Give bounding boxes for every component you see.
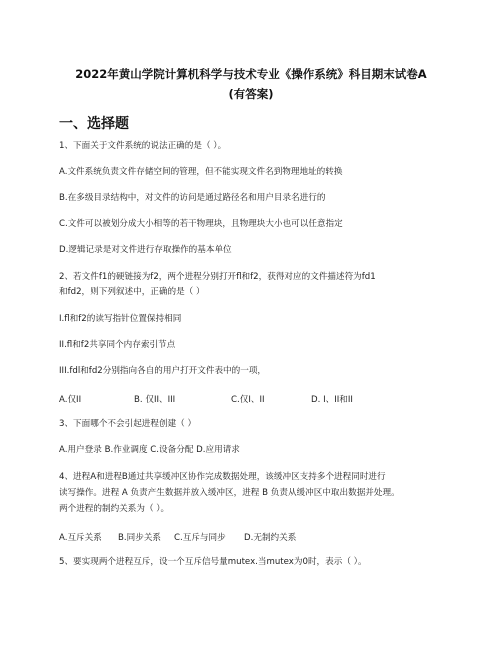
question-2-option-c: C.仅I、II bbox=[231, 395, 265, 405]
question-4-stem-cont-2: 两个进程的制约关系为（ ）。 bbox=[59, 504, 170, 514]
question-2-stem-cont: 和fd2，则下列叙述中，正确的是（ ） bbox=[59, 287, 205, 297]
question-4-stem-cont: 读写操作。进程 A 负责产生数据并放入缓冲区，进程 B 负责从缓冲区中取出数据并处理。 bbox=[59, 488, 400, 498]
question-4-option-d: D.无制约关系 bbox=[244, 533, 297, 543]
exam-title: 2022年黄山学院计算机科学与技术专业《操作系统》科目期末试卷A bbox=[75, 67, 427, 81]
question-1-option-b: B.在多级目录结构中，对文件的访问是通过路径名和用户目录名进行的 bbox=[59, 193, 326, 203]
question-5-stem: 5、要实现两个进程互斥，设一个互斥信号量mutex.当mutex为0时，表示（ ）。 bbox=[59, 557, 367, 567]
question-2-option-d: D. I、II和II bbox=[311, 395, 353, 405]
question-2-option-b: B. 仅II、III bbox=[134, 395, 176, 405]
question-1-option-c: C.文件可以被划分成大小相等的若干物理块，且物理块大小也可以任意指定 bbox=[59, 219, 343, 229]
question-3-options: A.用户登录 B.作业调度 C.设备分配 D.应用请求 bbox=[59, 445, 240, 455]
question-2-statement-iii: III.fdl和fd2分别指向各自的用户打开文件表中的一项， bbox=[59, 366, 267, 376]
question-4-option-a: A.互斥关系 bbox=[59, 533, 102, 543]
question-1-option-a: A.文件系统负责文件存储空间的管理，但不能实现文件名到物理地址的转换 bbox=[59, 167, 343, 177]
section-heading: 一、选择题 bbox=[59, 116, 129, 132]
question-1-stem: 1、下面关于文件系统的说法正确的是（ ）。 bbox=[59, 141, 227, 151]
question-2-stem: 2、若文件f1的硬链接为f2，两个进程分别打开fl和f2，获得对应的文件描述符为fd1 bbox=[59, 272, 376, 282]
question-2-statement-ii: II.fl和f2共享同个内存索引节点 bbox=[59, 340, 176, 350]
question-4-option-b: B.同步关系 bbox=[118, 533, 162, 543]
question-3-stem: 3、下面哪个不会引起进程创建（ ） bbox=[59, 419, 197, 429]
question-1-option-d: D.逻辑记录是对文件进行存取操作的基本单位 bbox=[59, 245, 232, 255]
question-2-statement-i: I.fl和f2的读写指针位置保持相同 bbox=[59, 314, 182, 324]
question-4-option-c: C.互斥与同步 bbox=[174, 533, 226, 543]
question-4-stem: 4、进程A和进程B通过共享缓冲区协作完成数据处理，该缓冲区支持多个进程同时进行 bbox=[59, 472, 386, 482]
question-2-option-a: A.仅II bbox=[59, 395, 82, 405]
exam-title-subtitle: (有答案) bbox=[228, 87, 274, 101]
